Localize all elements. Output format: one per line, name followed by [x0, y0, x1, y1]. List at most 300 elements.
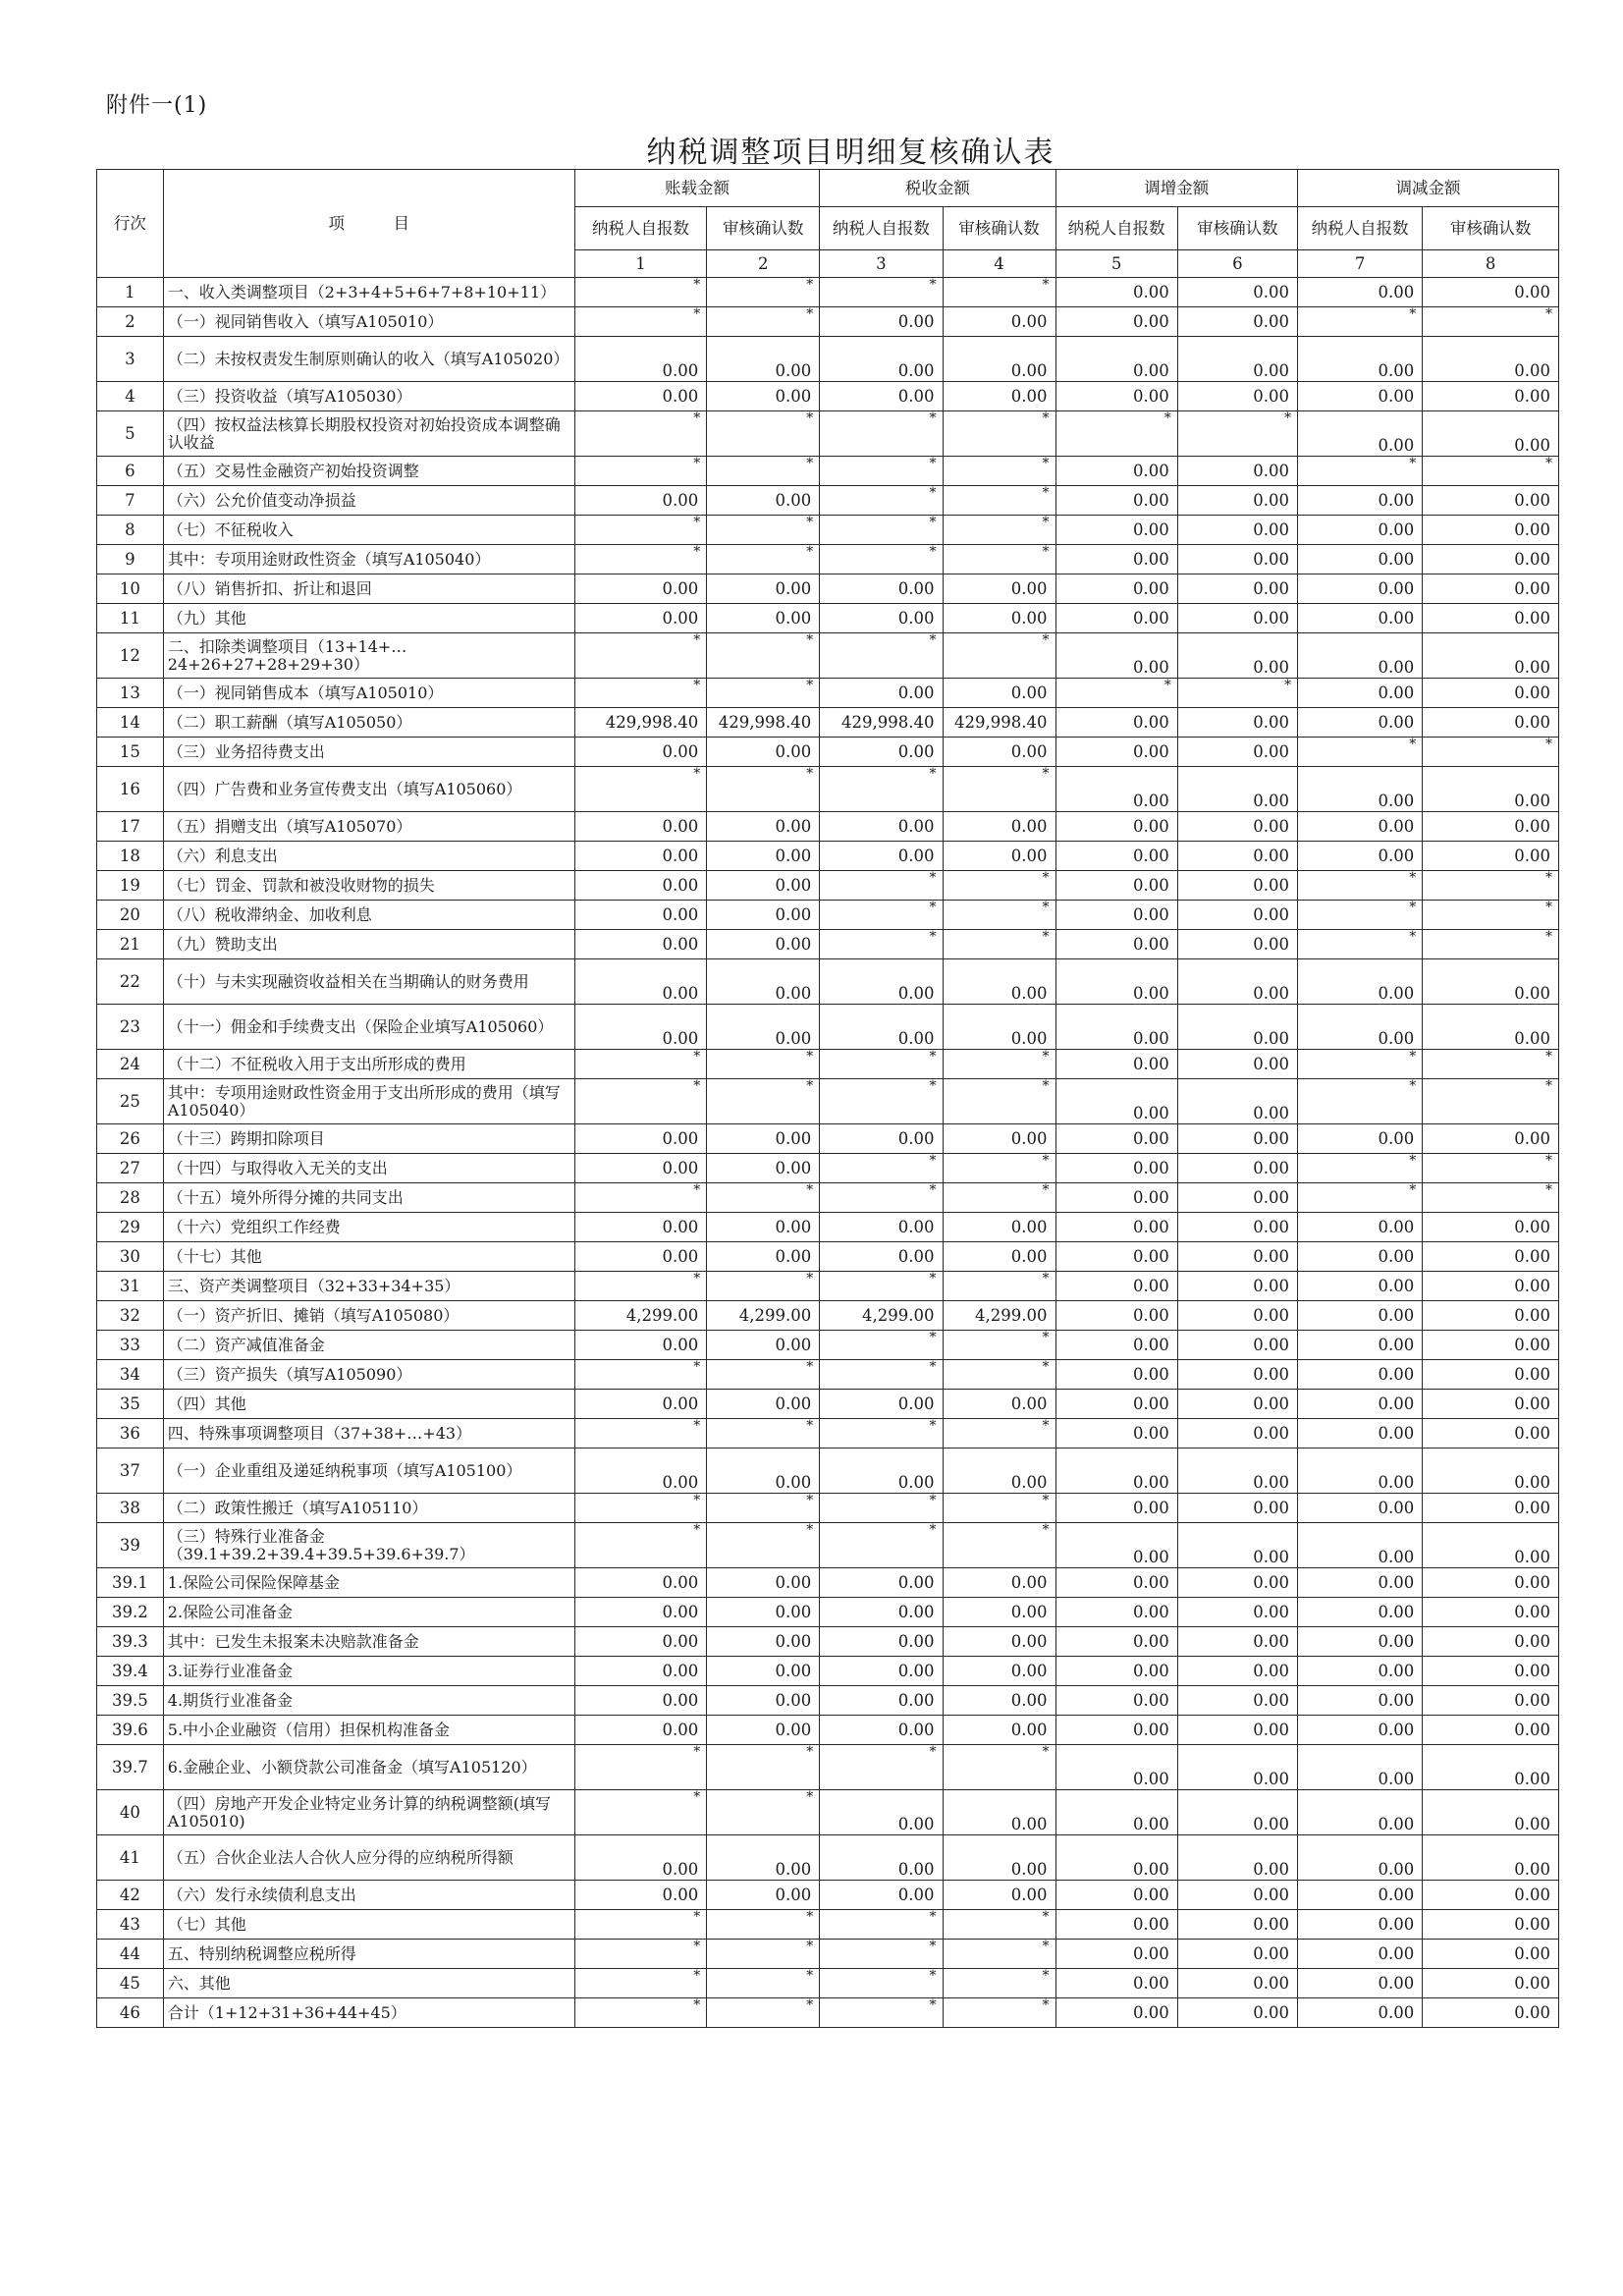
not-applicable-mark: *	[707, 457, 820, 486]
not-applicable-mark: *	[820, 1998, 943, 2028]
not-applicable-mark: *	[820, 767, 943, 812]
row-number: 32	[97, 1301, 164, 1331]
amount-cell: 0.00	[1297, 1881, 1422, 1910]
amount-cell: 0.00	[1423, 1940, 1559, 1969]
not-applicable-mark: *	[574, 1940, 707, 1969]
amount-cell: 0.00	[1055, 1716, 1177, 1745]
not-applicable-mark: *	[820, 1050, 943, 1079]
row-item-label: （一）视同销售成本（填写A105010）	[163, 679, 574, 708]
amount-cell: 0.00	[1177, 1998, 1297, 2028]
table-row	[97, 1242, 1559, 1272]
not-applicable-mark: *	[820, 1154, 943, 1183]
amount-cell: 0.00	[1423, 516, 1559, 545]
amount-cell: 0.00	[1055, 545, 1177, 574]
amount-cell: 0.00	[707, 871, 820, 901]
not-applicable-mark: *	[1423, 871, 1559, 901]
amount-cell: 0.00	[1423, 1272, 1559, 1301]
not-applicable-mark: *	[707, 767, 820, 812]
amount-cell: 0.00	[1423, 1213, 1559, 1242]
amount-cell: 0.00	[1177, 1745, 1297, 1790]
amount-cell: 0.00	[1177, 738, 1297, 767]
row-item-label: （六）发行永续债利息支出	[163, 1881, 574, 1910]
not-applicable-mark: *	[1055, 679, 1177, 708]
amount-cell: 0.00	[820, 307, 943, 337]
not-applicable-mark: *	[943, 1183, 1055, 1213]
amount-cell: 0.00	[1423, 1790, 1559, 1835]
amount-cell: 0.00	[1423, 1716, 1559, 1745]
amount-cell: 0.00	[1423, 959, 1559, 1005]
amount-cell: 0.00	[574, 1835, 707, 1881]
not-applicable-mark: *	[707, 1183, 820, 1213]
row-item-label: （三）业务招待费支出	[163, 738, 574, 767]
amount-cell: 0.00	[574, 574, 707, 604]
row-number: 39.3	[97, 1627, 164, 1657]
table-row	[97, 1940, 1559, 1969]
header-col-number: 4	[943, 250, 1055, 278]
amount-cell: 0.00	[943, 1213, 1055, 1242]
row-number: 1	[97, 278, 164, 307]
header-group-tax-amount: 税收金额	[820, 170, 1055, 207]
table-row	[97, 871, 1559, 901]
amount-cell: 0.00	[574, 959, 707, 1005]
not-applicable-mark: *	[943, 278, 1055, 307]
attachment-label: 附件一(1)	[106, 93, 208, 118]
amount-cell: 4,299.00	[707, 1301, 820, 1331]
amount-cell: 0.00	[1297, 1124, 1422, 1154]
table-row	[97, 1598, 1559, 1627]
amount-cell: 0.00	[1423, 278, 1559, 307]
amount-cell: 0.00	[1177, 901, 1297, 930]
amount-cell: 0.00	[1177, 1079, 1297, 1124]
row-item-label: （三）特殊行业准备金（39.1+39.2+39.4+39.5+39.6+39.7）	[163, 1523, 574, 1568]
amount-cell: 0.00	[574, 1568, 707, 1598]
not-applicable-mark: *	[1297, 307, 1422, 337]
amount-cell: 0.00	[707, 574, 820, 604]
not-applicable-mark: *	[707, 545, 820, 574]
not-applicable-mark: *	[1055, 411, 1177, 457]
amount-cell: 0.00	[707, 1598, 820, 1627]
not-applicable-mark: *	[943, 1494, 1055, 1523]
amount-cell: 0.00	[1177, 1716, 1297, 1745]
not-applicable-mark: *	[707, 1910, 820, 1940]
header-sub: 纳税人自报数	[820, 207, 943, 250]
row-item-label: （三）投资收益（填写A105030）	[163, 382, 574, 411]
amount-cell: 0.00	[1423, 1998, 1559, 2028]
amount-cell: 429,998.40	[707, 708, 820, 738]
not-applicable-mark: *	[574, 1998, 707, 2028]
amount-cell: 0.00	[574, 1881, 707, 1910]
not-applicable-mark: *	[1423, 307, 1559, 337]
header-row-no: 行次	[97, 170, 164, 278]
row-item-label: （一）视同销售收入（填写A105010）	[163, 307, 574, 337]
not-applicable-mark: *	[943, 1079, 1055, 1124]
not-applicable-mark: *	[574, 1969, 707, 1998]
row-number: 29	[97, 1213, 164, 1242]
row-number: 33	[97, 1331, 164, 1360]
not-applicable-mark: *	[943, 633, 1055, 679]
amount-cell: 0.00	[1177, 871, 1297, 901]
amount-cell: 0.00	[1423, 1005, 1559, 1050]
not-applicable-mark: *	[943, 1910, 1055, 1940]
amount-cell: 0.00	[1177, 1154, 1297, 1183]
row-number: 45	[97, 1969, 164, 1998]
amount-cell: 0.00	[1297, 1686, 1422, 1716]
not-applicable-mark: *	[1423, 901, 1559, 930]
table-row	[97, 1716, 1559, 1745]
row-number: 39.7	[97, 1745, 164, 1790]
table-row	[97, 1154, 1559, 1183]
row-number: 28	[97, 1183, 164, 1213]
not-applicable-mark: *	[574, 1183, 707, 1213]
table-row	[97, 1494, 1559, 1523]
row-item-label: （二）资产减值准备金	[163, 1331, 574, 1360]
table-row	[97, 1523, 1559, 1568]
not-applicable-mark: *	[707, 1419, 820, 1449]
amount-cell: 0.00	[1055, 1998, 1177, 2028]
not-applicable-mark: *	[707, 1940, 820, 1969]
amount-cell: 0.00	[1055, 1910, 1177, 1940]
amount-cell: 0.00	[1297, 574, 1422, 604]
amount-cell: 0.00	[1055, 1390, 1177, 1419]
amount-cell: 0.00	[1177, 767, 1297, 812]
amount-cell: 0.00	[1297, 604, 1422, 633]
amount-cell: 0.00	[820, 1686, 943, 1716]
row-item-label: （二）政策性搬迁（填写A105110）	[163, 1494, 574, 1523]
header-col-number: 5	[1055, 250, 1177, 278]
row-number: 22	[97, 959, 164, 1005]
not-applicable-mark: *	[707, 679, 820, 708]
table-row	[97, 1050, 1559, 1079]
amount-cell: 0.00	[574, 930, 707, 959]
amount-cell: 0.00	[943, 1449, 1055, 1494]
not-applicable-mark: *	[1297, 871, 1422, 901]
not-applicable-mark: *	[574, 457, 707, 486]
table-row	[97, 1657, 1559, 1686]
amount-cell: 0.00	[1055, 1331, 1177, 1360]
amount-cell: 0.00	[943, 1005, 1055, 1050]
row-number: 39.2	[97, 1598, 164, 1627]
amount-cell: 429,998.40	[943, 708, 1055, 738]
table-row	[97, 1331, 1559, 1360]
row-number: 38	[97, 1494, 164, 1523]
amount-cell: 0.00	[574, 1005, 707, 1050]
row-item-label: 六、其他	[163, 1969, 574, 1998]
amount-cell: 0.00	[1055, 307, 1177, 337]
page-title: 纳税调整项目明细复核确认表	[646, 136, 1055, 170]
row-number: 21	[97, 930, 164, 959]
header-sub: 审核确认数	[943, 207, 1055, 250]
not-applicable-mark: *	[574, 545, 707, 574]
amount-cell: 0.00	[1177, 1598, 1297, 1627]
not-applicable-mark: *	[707, 1790, 820, 1835]
amount-cell: 0.00	[1297, 1969, 1422, 1998]
table-row	[97, 1568, 1559, 1598]
amount-cell: 0.00	[943, 337, 1055, 382]
amount-cell: 0.00	[1423, 1360, 1559, 1390]
amount-cell: 0.00	[1177, 1940, 1297, 1969]
amount-cell: 0.00	[707, 930, 820, 959]
amount-cell: 0.00	[574, 1627, 707, 1657]
amount-cell: 0.00	[574, 871, 707, 901]
header-col-number: 1	[574, 250, 707, 278]
not-applicable-mark: *	[943, 901, 1055, 930]
amount-cell: 0.00	[1177, 604, 1297, 633]
amount-cell: 0.00	[943, 1124, 1055, 1154]
not-applicable-mark: *	[574, 278, 707, 307]
amount-cell: 0.00	[820, 1390, 943, 1419]
not-applicable-mark: *	[820, 1494, 943, 1523]
not-applicable-mark: *	[943, 411, 1055, 457]
row-number: 8	[97, 516, 164, 545]
not-applicable-mark: *	[820, 486, 943, 516]
amount-cell: 0.00	[943, 1790, 1055, 1835]
not-applicable-mark: *	[943, 871, 1055, 901]
table-row	[97, 1449, 1559, 1494]
amount-cell: 0.00	[1055, 1419, 1177, 1449]
header-sub: 审核确认数	[1177, 207, 1297, 250]
amount-cell: 0.00	[820, 1005, 943, 1050]
row-item-label: （四）房地产开发企业特定业务计算的纳税调整额(填写A105010)	[163, 1790, 574, 1835]
not-applicable-mark: *	[707, 411, 820, 457]
amount-cell: 0.00	[1297, 1910, 1422, 1940]
amount-cell: 0.00	[820, 738, 943, 767]
not-applicable-mark: *	[820, 901, 943, 930]
row-number: 17	[97, 812, 164, 842]
amount-cell: 0.00	[1055, 1301, 1177, 1331]
amount-cell: 0.00	[820, 959, 943, 1005]
row-item-label: （五）捐赠支出（填写A105070）	[163, 812, 574, 842]
amount-cell: 0.00	[1423, 767, 1559, 812]
amount-cell: 0.00	[1055, 708, 1177, 738]
row-item-label: 5.中小企业融资（信用）担保机构准备金	[163, 1716, 574, 1745]
amount-cell: 0.00	[1423, 411, 1559, 457]
not-applicable-mark: *	[943, 767, 1055, 812]
amount-cell: 0.00	[1055, 1494, 1177, 1523]
amount-cell: 429,998.40	[574, 708, 707, 738]
amount-cell: 0.00	[1177, 1910, 1297, 1940]
amount-cell: 0.00	[1055, 1568, 1177, 1598]
amount-cell: 0.00	[1177, 930, 1297, 959]
amount-cell: 0.00	[943, 1657, 1055, 1686]
not-applicable-mark: *	[707, 1523, 820, 1568]
not-applicable-mark: *	[707, 307, 820, 337]
amount-cell: 0.00	[1177, 1449, 1297, 1494]
not-applicable-mark: *	[1423, 1079, 1559, 1124]
amount-cell: 0.00	[820, 842, 943, 871]
amount-cell: 0.00	[574, 1686, 707, 1716]
amount-cell: 0.00	[1055, 1686, 1177, 1716]
not-applicable-mark: *	[707, 633, 820, 679]
amount-cell: 0.00	[1297, 1568, 1422, 1598]
amount-cell: 0.00	[574, 382, 707, 411]
amount-cell: 0.00	[1297, 1523, 1422, 1568]
not-applicable-mark: *	[707, 1360, 820, 1390]
amount-cell: 0.00	[1055, 1124, 1177, 1154]
table-body	[97, 278, 1559, 2028]
amount-cell: 0.00	[1055, 633, 1177, 679]
row-item-label: （四）按权益法核算长期股权投资对初始投资成本调整确认收益	[163, 411, 574, 457]
row-item-label: （七）不征税收入	[163, 516, 574, 545]
amount-cell: 0.00	[1423, 337, 1559, 382]
amount-cell: 0.00	[1055, 738, 1177, 767]
tax-adjustment-table	[96, 169, 1559, 2028]
amount-cell: 0.00	[1297, 1716, 1422, 1745]
table-row	[97, 812, 1559, 842]
row-item-label: （十一）佣金和手续费支出（保险企业填写A105060）	[163, 1005, 574, 1050]
row-item-label: 2.保险公司准备金	[163, 1598, 574, 1627]
row-number: 35	[97, 1390, 164, 1419]
amount-cell: 0.00	[1423, 708, 1559, 738]
table-row	[97, 708, 1559, 738]
amount-cell: 0.00	[1055, 930, 1177, 959]
row-number: 9	[97, 545, 164, 574]
row-number: 12	[97, 633, 164, 679]
row-number: 26	[97, 1124, 164, 1154]
amount-cell: 0.00	[820, 1716, 943, 1745]
table-row	[97, 545, 1559, 574]
amount-cell: 0.00	[1177, 1969, 1297, 1998]
amount-cell: 0.00	[1177, 1272, 1297, 1301]
amount-cell: 0.00	[943, 959, 1055, 1005]
amount-cell: 0.00	[1055, 1627, 1177, 1657]
not-applicable-mark: *	[943, 1331, 1055, 1360]
amount-cell: 0.00	[1423, 812, 1559, 842]
table-row	[97, 1686, 1559, 1716]
amount-cell: 4,299.00	[820, 1301, 943, 1331]
row-number: 14	[97, 708, 164, 738]
amount-cell: 0.00	[1055, 842, 1177, 871]
amount-cell: 0.00	[943, 1881, 1055, 1910]
amount-cell: 0.00	[1297, 411, 1422, 457]
table-row	[97, 842, 1559, 871]
not-applicable-mark: *	[820, 516, 943, 545]
amount-cell: 0.00	[1177, 516, 1297, 545]
amount-cell: 0.00	[1055, 1940, 1177, 1969]
amount-cell: 0.00	[1055, 486, 1177, 516]
amount-cell: 0.00	[820, 1790, 943, 1835]
amount-cell: 0.00	[943, 738, 1055, 767]
amount-cell: 0.00	[1177, 307, 1297, 337]
row-item-label: （十七）其他	[163, 1242, 574, 1272]
header-col-number: 6	[1177, 250, 1297, 278]
amount-cell: 0.00	[943, 1627, 1055, 1657]
row-item-label: （八）销售折扣、折让和退回	[163, 574, 574, 604]
amount-cell: 0.00	[943, 679, 1055, 708]
row-item-label: 4.期货行业准备金	[163, 1686, 574, 1716]
amount-cell: 0.00	[574, 1449, 707, 1494]
not-applicable-mark: *	[574, 1790, 707, 1835]
not-applicable-mark: *	[820, 545, 943, 574]
not-applicable-mark: *	[820, 930, 943, 959]
amount-cell: 0.00	[1297, 767, 1422, 812]
amount-cell: 0.00	[820, 337, 943, 382]
amount-cell: 0.00	[1177, 1213, 1297, 1242]
not-applicable-mark: *	[820, 1079, 943, 1124]
amount-cell: 0.00	[1177, 1523, 1297, 1568]
not-applicable-mark: *	[820, 1272, 943, 1301]
not-applicable-mark: *	[943, 545, 1055, 574]
row-number: 40	[97, 1790, 164, 1835]
header-col-number: 8	[1423, 250, 1559, 278]
not-applicable-mark: *	[943, 930, 1055, 959]
not-applicable-mark: *	[574, 767, 707, 812]
amount-cell: 0.00	[1055, 382, 1177, 411]
amount-cell: 0.00	[574, 1390, 707, 1419]
not-applicable-mark: *	[820, 1360, 943, 1390]
amount-cell: 0.00	[1055, 1154, 1177, 1183]
amount-cell: 0.00	[707, 1627, 820, 1657]
row-number: 39.1	[97, 1568, 164, 1598]
row-number: 15	[97, 738, 164, 767]
row-number: 4	[97, 382, 164, 411]
not-applicable-mark: *	[820, 871, 943, 901]
not-applicable-mark: *	[574, 516, 707, 545]
not-applicable-mark: *	[574, 1419, 707, 1449]
amount-cell: 0.00	[820, 1627, 943, 1657]
not-applicable-mark: *	[707, 1272, 820, 1301]
amount-cell: 0.00	[1055, 959, 1177, 1005]
amount-cell: 0.00	[1055, 516, 1177, 545]
amount-cell: 0.00	[1177, 1686, 1297, 1716]
amount-cell: 0.00	[1055, 337, 1177, 382]
not-applicable-mark: *	[707, 1050, 820, 1079]
header-group-book-amount: 账载金额	[574, 170, 820, 207]
row-item-label: （三）资产损失（填写A105090）	[163, 1360, 574, 1390]
table-row	[97, 1213, 1559, 1242]
not-applicable-mark: *	[707, 516, 820, 545]
amount-cell: 0.00	[574, 738, 707, 767]
amount-cell: 0.00	[1177, 1568, 1297, 1598]
not-applicable-mark: *	[820, 1910, 943, 1940]
not-applicable-mark: *	[707, 278, 820, 307]
amount-cell: 0.00	[574, 812, 707, 842]
amount-cell: 0.00	[707, 1005, 820, 1050]
table-row	[97, 1301, 1559, 1331]
not-applicable-mark: *	[943, 1419, 1055, 1449]
amount-cell: 0.00	[1423, 1910, 1559, 1940]
amount-cell: 0.00	[1055, 1213, 1177, 1242]
row-item-label: （二）职工薪酬（填写A105050）	[163, 708, 574, 738]
not-applicable-mark: *	[1423, 930, 1559, 959]
not-applicable-mark: *	[707, 1494, 820, 1523]
amount-cell: 0.00	[1297, 1301, 1422, 1331]
not-applicable-mark: *	[574, 679, 707, 708]
not-applicable-mark: *	[943, 1745, 1055, 1790]
not-applicable-mark: *	[1423, 457, 1559, 486]
amount-cell: 0.00	[1297, 1745, 1422, 1790]
amount-cell: 0.00	[1423, 1331, 1559, 1360]
amount-cell: 0.00	[1297, 633, 1422, 679]
amount-cell: 0.00	[1423, 1124, 1559, 1154]
not-applicable-mark: *	[1177, 411, 1297, 457]
amount-cell: 0.00	[707, 901, 820, 930]
row-number: 19	[97, 871, 164, 901]
row-number: 42	[97, 1881, 164, 1910]
row-number: 6	[97, 457, 164, 486]
amount-cell: 0.00	[1055, 1598, 1177, 1627]
amount-cell: 0.00	[574, 1331, 707, 1360]
row-number: 27	[97, 1154, 164, 1183]
amount-cell: 0.00	[1055, 604, 1177, 633]
amount-cell: 0.00	[1055, 1969, 1177, 1998]
amount-cell: 0.00	[574, 901, 707, 930]
row-item-label: （七）其他	[163, 1910, 574, 1940]
amount-cell: 0.00	[707, 812, 820, 842]
table-row	[97, 1881, 1559, 1910]
amount-cell: 0.00	[820, 1598, 943, 1627]
amount-cell: 0.00	[1055, 1745, 1177, 1790]
not-applicable-mark: *	[820, 1419, 943, 1449]
